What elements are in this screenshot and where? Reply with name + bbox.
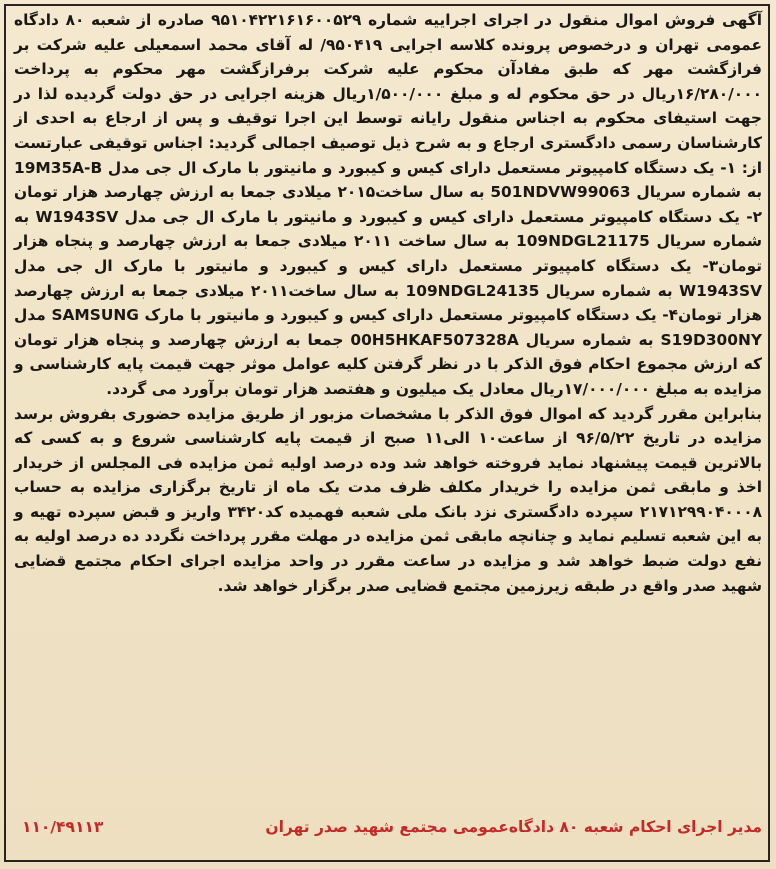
notice-paragraph-auction: بنابراین مقرر گردید که اموال فوق الذکر با مشخصات مزبور از طریق مزایده حضوری بفروش برسد مزایده در تاریخ ۹۶/۵/۲۲ از ساعت۱۰ الی۱۱ صبح از قیمت پایه کارشناسی شروع و به کسی که بالاترین قیمت پیشنهاد نماید فروخته خواهد شد وده درصد اولیه ثمن مزایده فی المجلس از خریدار اخذ و مابقی ثمن مزایده را خریدار مکلف ظرف مدت یک ماه از تاریخ برگزاری مزایده به حساب ۲۱۷۱۲۹۹۰۴۰۰۰۸ سپرده دادگستری نزد بانک ملی شعبه فهمیده کد۳۴۲۰ واریز و قبض سپرده تهیه و به این شعبه تسلیم نماید و چنانچه مابقی ثمن مزایده در مهلت مقرر پرداخت نگردد ده درصد اولیه به نفع دولت ضبط خواهد شد و مزایده در ساعت مقرر در واحد مزایده اجرای احکام مجتمع قضایی شهید صدر واقع در طبقه زیرزمین مجتمع قضایی صدر برگزار خواهد شد.	[14, 404, 763, 595]
notice-paragraph-main: آگهی فروش اموال منقول در اجرای اجراییه شماره ۹۵۱۰۴۲۲۱۶۱۶۰۰۵۲۹ صادره از شعبه ۸۰ دادگاه عمومی تهران و درخصوص پرونده کلاسه اجرایی ۹۵۰۴۱۹/ له آقای محمد اسمعیلی علیه شرکت بر فرازگشت مهر که طبق مفادآن محکوم علیه شرکت برفرازگشت مهر محکوم به پرداخت ۱۶/۲۸۰/۰۰۰ریال در حق محکوم له و مبلغ ۱/۵۰۰/۰۰۰ریال هزینه اجرایی در حق دولت گردیده لذا در جهت استیفای محکوم به اجناس منقول رایانه توسط این اجرا توقیف و پس از ارجاع به احدی از کارشناسان رسمی دادگستری ارجاع و به شرح ذیل توصیف اجمالی گردید: اجناس توقیفی عبارتست از: ۱- یک دستگاه کامپیوتر مستعمل دارای کیس و کیبورد و مانیتور با مارک ال جی مدل 19M35A-B به شماره سریال 501NDVW99063 به سال ساخت۲۰۱۵ میلادی جمعا به ارزش چهارصد هزار تومان ۲- یک دستگاه کامپیوتر مستعمل دارای کیس و کیبورد و مانیتور با مارک ال جی مدل W1943SV به شماره سریال 109NDGL21175 به سال ساخت ۲۰۱۱ میلادی جمعا به ارزش چهارصد و پنجاه هزار تومان۳- یک دستگاه کامپیوتر مستعمل دارای کیس و کیبورد و مانیتور با مارک ال جی مدل W1943SV به شماره سریال 109NDGL24135 به سال ساخت۲۰۱۱ میلادی جمعا به ارزش چهارصد هزار تومان۴- یک دستگاه کامپیوتر مستعمل دارای کیس و کیبورد و مانیتور با مارک SAMSUNG مدل S19D300NY به شماره سریال 00H5HKAF507328A جمعا به ارزش چهارصد و پنجاه هزار تومان که ارزش مجموع احکام فوق الذکر با در نظر گرفتن کلیه عوامل موثر جهت قیمت پایه کارشناسی و مزایده به مبلغ ۱۷/۰۰۰/۰۰۰ریال معادل یک میلیون و هفتصد هزار تومان برآورد می گردد.	[14, 11, 763, 398]
reference-number: ۱۱۰/۴۹۱۱۳	[22, 818, 104, 836]
signature-line: مدیر اجرای احکام شعبه ۸۰ دادگاه‌عمومی مجتمع شهید صدر تهران	[265, 818, 762, 836]
notice-body	[14, 8, 762, 598]
notice-footer	[14, 818, 762, 846]
